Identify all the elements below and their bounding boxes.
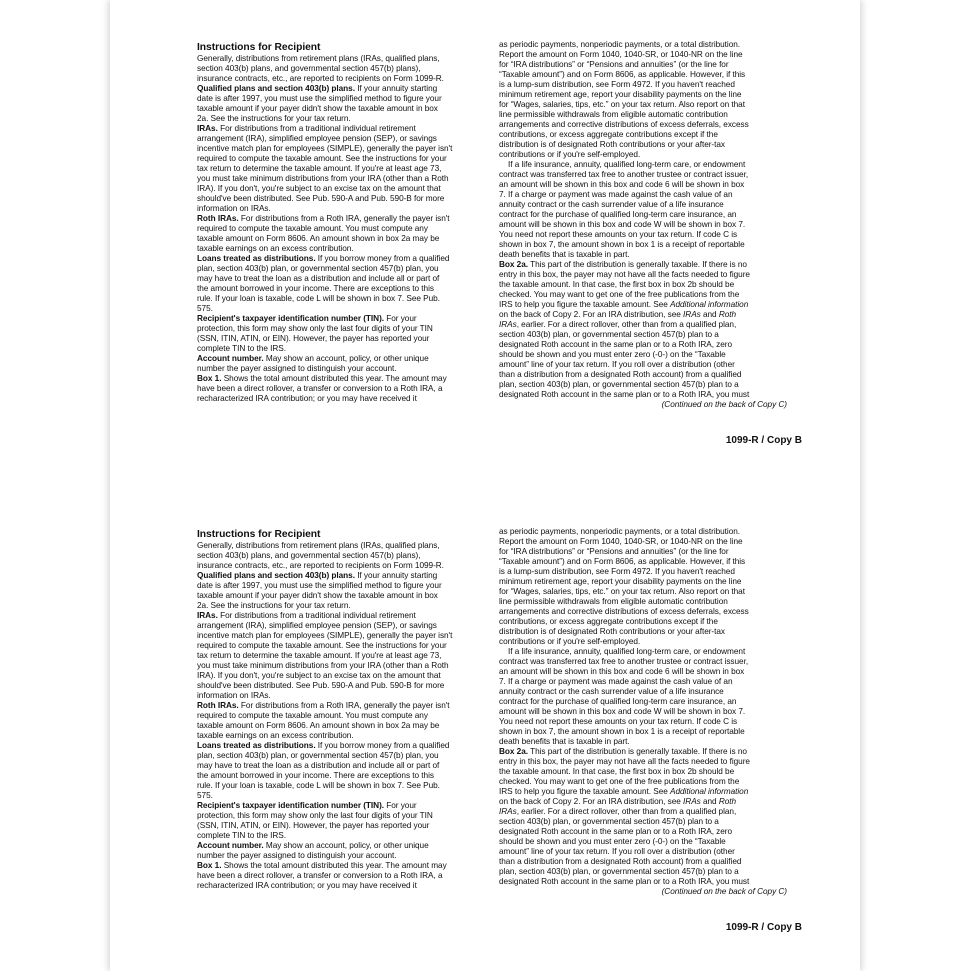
intro-paragraph: Generally, distributions from retirement plans (IRAs, qualified plans, section 403(b) plans, and governmental section 457(b) plans), insurance contracts, etc., are reported to recipients on Form 1099-R. bbox=[197, 54, 444, 83]
box1-paragraph: Box 1. Shows the total amount distributed this year. The amount may have been a direct rollover, a transfer or conversion to a Roth IRA, a recharacterized IRA contribution; or you may have received it bbox=[197, 861, 447, 890]
box1-paragraph: Box 1. Shows the total amount distributed this year. The amount may have been a direct rollover, a transfer or conversion to a Roth IRA, a recharacterized IRA contribution; or you may have received it bbox=[197, 374, 447, 403]
instructions-heading: Instructions for Recipient bbox=[197, 42, 321, 53]
continued-note: (Continued on the back of Copy C) bbox=[661, 887, 787, 896]
qualified-plans-paragraph: Qualified plans and section 403(b) plans. If your annuity starting date is after 1997, you must use the simplified method to figure your taxable amount if your payer didn't show the taxable amount in box 2a. See the instructions for your tax return. bbox=[197, 571, 442, 610]
continued-note: (Continued on the back of Copy C) bbox=[661, 400, 787, 409]
loans-paragraph: Loans treated as distributions. If you borrow money from a qualified plan, section 403(b) plan, or governmental section 457(b) plan, you may have to treat the loan as a distribution and include all or part of the amount borrowed in your income. There are exceptions to this rule. If your loan is taxable, code L will be shown in box 7. See Pub. 575. bbox=[197, 254, 450, 313]
left-column bbox=[197, 40, 480, 404]
instructions-copy-top bbox=[110, 40, 860, 470]
insurance-paragraph: If a life insurance, annuity, qualified long-term care, or endowment contract was transferred tax free to another trustee or contract issuer, an amount will be shown in this box and code 6 will be shown in box 7. If a charge or payment was made against the cash value of an annuity contract or the cash surrender value of a life insurance contract for the purchase of qualified long-term care insurance, an amount will be shown in this box and code W will be shown in box 7. You need not report these amounts on your tax return. If code C is shown in box 7, the amount shown in box 1 is a receipt of reportable death benefits that is taxable in part. bbox=[499, 647, 749, 746]
qualified-plans-paragraph: Qualified plans and section 403(b) plans. If your annuity starting date is after 1997, you must use the simplified method to figure your taxable amount if your payer didn't show the taxable amount in box 2a. See the instructions for your tax return. bbox=[197, 84, 442, 123]
instructions-copy-bottom bbox=[110, 527, 860, 957]
right-column bbox=[499, 40, 787, 410]
tin-paragraph: Recipient's taxpayer identification number (TIN). For your protection, this form may show only the last four digits of your TIN (SSN, ITIN, ATIN, or EIN). However, the payer has reported your complete TIN to the IRS. bbox=[197, 801, 433, 840]
intro-paragraph: Generally, distributions from retirement plans (IRAs, qualified plans, section 403(b) plans, and governmental section 457(b) plans), insurance contracts, etc., are reported to recipients on Form 1099-R. bbox=[197, 541, 444, 570]
right-column bbox=[499, 527, 787, 897]
roth-iras-paragraph: Roth IRAs. For distributions from a Roth IRA, generally the payer isn't required to compute the taxable amount. You must compute any taxable amount on Form 8606. An amount shown in box 2a may be taxable earnings on an excess contribution. bbox=[197, 701, 450, 740]
form-copy-label: 1099-R / Copy B bbox=[725, 435, 802, 446]
tin-paragraph: Recipient's taxpayer identification number (TIN). For your protection, this form may show only the last four digits of your TIN (SSN, ITIN, ATIN, or EIN). However, the payer has reported your complete TIN to the IRS. bbox=[197, 314, 433, 353]
right-margin bbox=[860, 0, 970, 971]
document-sheet bbox=[110, 0, 860, 971]
box2a-paragraph: Box 2a. This part of the distribution is generally taxable. If there is no entry in this box, the payer may not have all the facts needed to figure the taxable amount. In that case, the first box in box 2b should be checked. You may want to get one of the free publications from the IRS to help you figure the taxable amount. See Additional information on the back of Copy 2. For an IRA distribution, see IRAs and Roth IRAs, earlier. For a direct rollover, other than from a qualified plan, section 403(b) plan, or governmental section 457(b) plan to a designated Roth account in the same plan or to a Roth IRA, zero should be shown and you must enter zero (-0-) on the “Taxable amount” line of your tax return. If you roll over a distribution (other than a distribution from a designated Roth account) from a qualified plan, section 403(b) plan, or governmental section 457(b) plan to a designated Roth account in the same plan or to a Roth IRA, you must bbox=[499, 260, 750, 399]
roth-iras-paragraph: Roth IRAs. For distributions from a Roth IRA, generally the payer isn't required to compute the taxable amount. You must compute any taxable amount on Form 8606. An amount shown in box 2a may be taxable earnings on an excess contribution. bbox=[197, 214, 450, 253]
iras-paragraph: IRAs. For distributions from a traditional individual retirement arrangement (IRA), simplified employee pension (SEP), or savings incentive match plan for employees (SIMPLE), generally the payer isn't required to compute the taxable amount. See the instructions for your tax return to determine the taxable amount. If you're at least age 73, you must take minimum distributions from your IRA (other than a Roth IRA). If you don't, you're subject to an excise tax on the amount that should've been distributed. See Pub. 590-A and Pub. 590-B for more information on IRAs. bbox=[197, 611, 453, 700]
iras-paragraph: IRAs. For distributions from a traditional individual retirement arrangement (IRA), simplified employee pension (SEP), or savings incentive match plan for employees (SIMPLE), generally the payer isn't required to compute the taxable amount. See the instructions for your tax return to determine the taxable amount. If you're at least age 73, you must take minimum distributions from your IRA (other than a Roth IRA). If you don't, you're subject to an excise tax on the amount that should've been distributed. See Pub. 590-A and Pub. 590-B for more information on IRAs. bbox=[197, 124, 453, 213]
instructions-heading: Instructions for Recipient bbox=[197, 529, 321, 540]
left-column bbox=[197, 527, 480, 891]
account-number-paragraph: Account number. May show an account, policy, or other unique number the payer assigned to distinguish your account. bbox=[197, 841, 429, 860]
box1-continued-paragraph: as periodic payments, nonperiodic payments, or a total distribution. Report the amount on Form 1040, 1040-SR, or 1040-NR on the line for “IRA distributions” or “Pensions and annuities” (or the line for “Taxable amount”) and on Form 8606, as applicable. However, if this is a lump-sum distribution, see Form 4972. If you haven't reached minimum retirement age, report your disability payments on the line for “Wages, salaries, tips, etc.” on your tax return. Also report on that line permissible withdrawals from eligible automatic contribution arrangements and corrective distributions of excess deferrals, excess contributions, or excess aggregate contributions except if the distribution is of designated Roth contributions or your after-tax contributions or if you're self-employed. bbox=[499, 527, 749, 646]
form-copy-label: 1099-R / Copy B bbox=[725, 922, 802, 933]
box2a-paragraph: Box 2a. This part of the distribution is generally taxable. If there is no entry in this box, the payer may not have all the facts needed to figure the taxable amount. In that case, the first box in box 2b should be checked. You may want to get one of the free publications from the IRS to help you figure the taxable amount. See Additional information on the back of Copy 2. For an IRA distribution, see IRAs and Roth IRAs, earlier. For a direct rollover, other than from a qualified plan, section 403(b) plan, or governmental section 457(b) plan to a designated Roth account in the same plan or to a Roth IRA, zero should be shown and you must enter zero (-0-) on the “Taxable amount” line of your tax return. If you roll over a distribution (other than a distribution from a designated Roth account) from a qualified plan, section 403(b) plan, or governmental section 457(b) plan to a designated Roth account in the same plan or to a Roth IRA, you must bbox=[499, 747, 750, 886]
account-number-paragraph: Account number. May show an account, policy, or other unique number the payer assigned to distinguish your account. bbox=[197, 354, 429, 373]
loans-paragraph: Loans treated as distributions. If you borrow money from a qualified plan, section 403(b) plan, or governmental section 457(b) plan, you may have to treat the loan as a distribution and include all or part of the amount borrowed in your income. There are exceptions to this rule. If your loan is taxable, code L will be shown in box 7. See Pub. 575. bbox=[197, 741, 450, 800]
box1-continued-paragraph: as periodic payments, nonperiodic payments, or a total distribution. Report the amount on Form 1040, 1040-SR, or 1040-NR on the line for “IRA distributions” or “Pensions and annuities” (or the line for “Taxable amount”) and on Form 8606, as applicable. However, if this is a lump-sum distribution, see Form 4972. If you haven't reached minimum retirement age, report your disability payments on the line for “Wages, salaries, tips, etc.” on your tax return. Also report on that line permissible withdrawals from eligible automatic contribution arrangements and corrective distributions of excess deferrals, excess contributions, or excess aggregate contributions except if the distribution is of designated Roth contributions or your after-tax contributions or if you're self-employed. bbox=[499, 40, 749, 159]
insurance-paragraph: If a life insurance, annuity, qualified long-term care, or endowment contract was transferred tax free to another trustee or contract issuer, an amount will be shown in this box and code 6 will be shown in box 7. If a charge or payment was made against the cash value of an annuity contract or the cash surrender value of a life insurance contract for the purchase of qualified long-term care insurance, an amount will be shown in this box and code W will be shown in box 7. You need not report these amounts on your tax return. If code C is shown in box 7, the amount shown in box 1 is a receipt of reportable death benefits that is taxable in part. bbox=[499, 160, 749, 259]
left-margin bbox=[0, 0, 110, 971]
